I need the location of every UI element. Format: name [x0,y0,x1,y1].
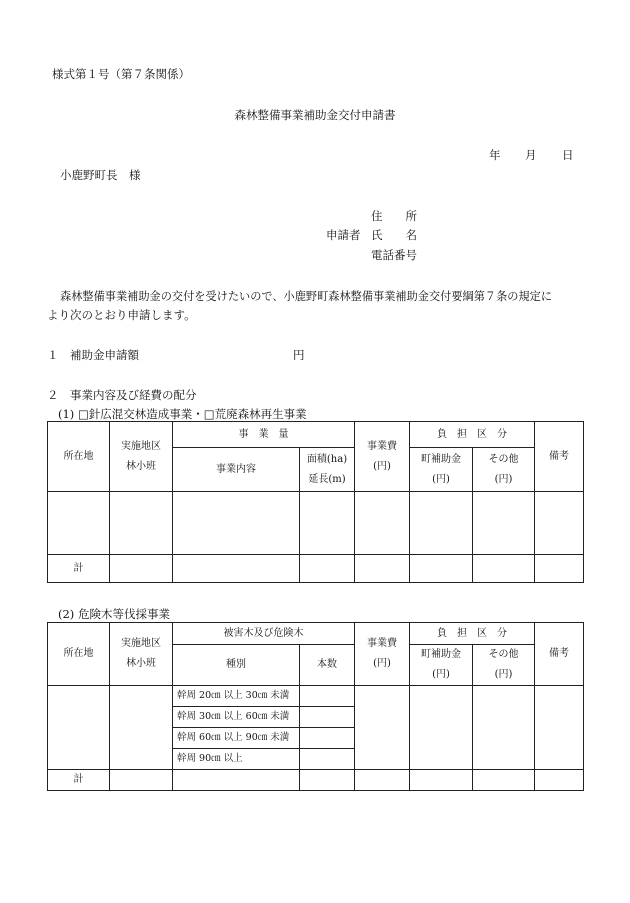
request-paragraph-line2: より次のとおり申請します。 [47,308,196,322]
form-number: 様式第１号（第７条関係） [52,67,190,81]
t1-cell-content[interactable] [173,492,300,555]
t1-header-area-line1: 実施地区 [121,440,161,452]
t2-cell-cost[interactable] [355,686,410,770]
t1-header-burden: 負 担 区 分 [410,422,535,448]
name-label: 氏 名 [371,228,417,242]
t1-header-cost-line1: 事業費 [367,440,397,452]
t2-cell-town[interactable] [410,686,473,770]
t1-header-size-line1: 面積(ha) [306,453,348,465]
date-year: 年 [489,148,501,162]
t2-total-kind[interactable] [173,770,300,791]
applicant-label: 申請者 [326,228,361,242]
t1-cell-remarks[interactable] [535,492,584,555]
t1-header-town-line1: 町補助金 [421,453,461,465]
table2 [47,622,584,791]
t2-row-kind-4: 幹周 90㎝ 以上 [173,749,300,770]
t2-row-kind-3: 幹周 60㎝ 以上 90㎝ 未満 [173,728,300,749]
t2-header-cost [355,623,410,686]
t2-total-row [48,770,584,791]
phone-label: 電話番号 [371,248,417,262]
t1-cell-cost[interactable] [355,492,410,555]
document-title: 森林整備事業補助金交付申請書 [234,108,396,122]
t2-cell-count-2[interactable] [300,707,355,728]
t1-total-town[interactable] [410,555,473,583]
t2-cell-area[interactable] [110,686,173,770]
t1-total-row [48,555,584,583]
address-label: 住 所 [371,209,417,223]
t1-header-content: 事業内容 [173,448,300,492]
t1-header-cost [355,422,410,492]
section2-heading: ２ 事業内容及び経費の配分 [47,388,197,402]
t1-data-row [48,492,584,555]
t2-header-kind: 種別 [173,645,300,686]
t2-header-other-line2: (円) [494,669,513,680]
t2-header-trees: 被害木及び危険木 [173,623,355,645]
t1-cell-town[interactable] [410,492,473,555]
t1-total-size[interactable] [300,555,355,583]
t2-total-label: 計 [48,770,110,791]
t2-header-town [410,645,473,686]
t1-header-cost-line2: (円) [373,460,391,472]
t1-header-town-line2: (円) [432,473,450,485]
t1-total-content[interactable] [173,555,300,583]
t2-header-other-line1: その他 [488,649,519,660]
t1-total-remarks[interactable] [535,555,584,583]
date-month: 月 [525,148,537,162]
t2-total-town[interactable] [410,770,473,791]
t2-total-cost[interactable] [355,770,410,791]
t1-header-other-line1: その他 [488,453,519,465]
request-paragraph-line1: 森林整備事業補助金の交付を受けたいので、小鹿野町森林整備事業補助金交付要綱第７条の規定に [60,290,553,303]
t2-cell-location[interactable] [48,686,110,770]
subsidy-amount-unit: 円 [293,348,305,362]
t1-header-remarks: 備考 [535,422,584,492]
t1-header-size [300,448,355,492]
table2-caption: (2) 危険木等伐採事業 [58,607,170,621]
t2-total-other[interactable] [473,770,535,791]
t1-header-area [110,422,173,492]
t1-cell-location[interactable] [48,492,110,555]
t2-header-town-line2: (円) [432,669,450,680]
t1-total-other[interactable] [473,555,535,583]
subsidy-amount-label: １ 補助金申請額 [47,348,139,362]
t1-total-area[interactable] [110,555,173,583]
t2-header-area [110,623,173,686]
t1-cell-area[interactable] [110,492,173,555]
t2-cell-count-1[interactable] [300,686,355,707]
t2-data-row [48,686,584,707]
t2-cell-other[interactable] [473,686,535,770]
t2-cell-count-4[interactable] [300,749,355,770]
t2-total-count[interactable] [300,770,355,791]
t1-total-label: 計 [48,555,110,583]
t2-header-cost-line1: 事業費 [367,638,397,649]
t1-cell-size[interactable] [300,492,355,555]
t2-total-area[interactable] [110,770,173,791]
addressee: 小鹿野町長 様 [60,168,141,182]
t2-header-remarks: 備考 [535,623,584,686]
t2-header-burden: 負 担 区 分 [410,623,535,645]
t2-total-remarks[interactable] [535,770,584,791]
t2-header-location: 所在地 [48,623,110,686]
t2-header-other [473,645,535,686]
table1 [47,421,584,583]
table1-caption: (1) □針広混交林造成事業・□荒廃森林再生事業 [58,407,307,421]
t1-header-location: 所在地 [48,422,110,492]
t1-header-other-line2: (円) [494,473,513,485]
t2-cell-remarks[interactable] [535,686,584,770]
t2-row-kind-2: 幹周 30㎝ 以上 60㎝ 未満 [173,707,300,728]
t1-header-size-line2: 延長(m) [308,473,346,485]
t2-header-count: 本数 [300,645,355,686]
t1-header-other [473,448,535,492]
t2-row-kind-1: 幹周 20㎝ 以上 30㎝ 未満 [173,686,300,707]
t1-total-cost[interactable] [355,555,410,583]
t1-header-amount: 事 業 量 [173,422,355,448]
t1-header-area-line2: 林小班 [126,460,156,472]
t2-header-town-line1: 町補助金 [421,649,461,660]
date-day: 日 [562,148,574,162]
t2-cell-count-3[interactable] [300,728,355,749]
t2-header-cost-line2: (円) [373,658,391,669]
t1-header-town [410,448,473,492]
t1-cell-other[interactable] [473,492,535,555]
t2-header-area-line2: 林小班 [126,658,156,669]
t2-header-area-line1: 実施地区 [121,638,161,649]
